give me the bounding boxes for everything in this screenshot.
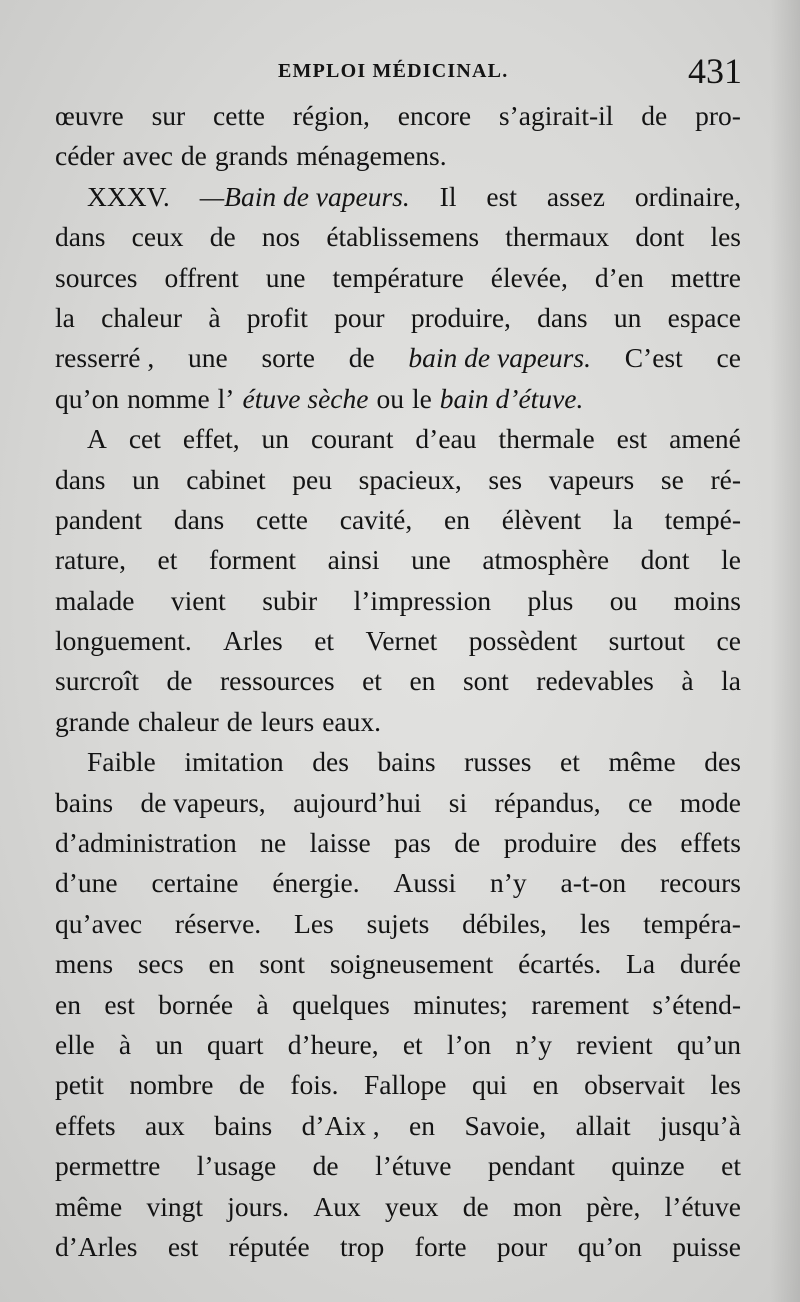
word: un bbox=[613, 301, 642, 333]
word: subir bbox=[262, 584, 318, 616]
word: le bbox=[721, 544, 741, 576]
word: durée bbox=[679, 948, 741, 980]
word: mon bbox=[513, 1190, 562, 1222]
word: bornée bbox=[158, 988, 234, 1020]
word: l’usage bbox=[196, 1150, 277, 1182]
word: effets bbox=[55, 1109, 116, 1141]
word: russes bbox=[464, 746, 532, 778]
word: d’Arles bbox=[55, 1230, 138, 1262]
word: nomme bbox=[127, 382, 210, 414]
word: malade bbox=[55, 584, 135, 616]
word: espace bbox=[667, 301, 741, 333]
word: et bbox=[157, 544, 178, 576]
word: rature, bbox=[55, 544, 126, 576]
word: peu bbox=[292, 463, 333, 495]
word: des bbox=[620, 827, 657, 859]
word: la bbox=[55, 301, 75, 333]
word: certaine bbox=[151, 867, 239, 899]
page-header bbox=[0, 51, 800, 96]
word: céder bbox=[55, 140, 115, 172]
word: thermaux bbox=[505, 221, 610, 253]
word: et bbox=[560, 746, 580, 778]
word: avec bbox=[122, 140, 173, 172]
word: Aussi bbox=[393, 867, 457, 899]
word: Fallope bbox=[364, 1069, 447, 1101]
word: vingt bbox=[146, 1190, 203, 1222]
word: sources bbox=[55, 261, 138, 293]
word: un bbox=[132, 463, 160, 495]
word: observait bbox=[584, 1069, 685, 1101]
word: température bbox=[332, 261, 464, 293]
word: est bbox=[104, 988, 135, 1020]
word: trop bbox=[340, 1230, 385, 1262]
word: sur bbox=[151, 100, 186, 131]
word: dans bbox=[537, 301, 588, 333]
word: Aux bbox=[313, 1190, 361, 1222]
word: élevée, bbox=[490, 261, 568, 293]
word: de bbox=[641, 100, 668, 131]
word: même bbox=[55, 1190, 123, 1222]
word: est bbox=[616, 423, 648, 455]
word: et bbox=[721, 1150, 741, 1182]
word: courant bbox=[311, 423, 394, 455]
word: tempéra- bbox=[643, 907, 741, 939]
word: dont bbox=[635, 221, 685, 253]
word: effet, bbox=[182, 423, 240, 455]
word: ressources bbox=[220, 665, 335, 697]
word: à bbox=[118, 1028, 132, 1060]
word: qu’un bbox=[676, 1028, 741, 1060]
word: une bbox=[188, 342, 228, 374]
word: surtout bbox=[608, 625, 686, 657]
word: pas bbox=[394, 827, 431, 859]
word: ou bbox=[376, 382, 404, 414]
word: surcroît bbox=[55, 665, 140, 697]
word: aujourd’hui bbox=[293, 786, 422, 818]
word: revient bbox=[576, 1028, 653, 1060]
word: même bbox=[608, 746, 676, 778]
word: n’y bbox=[489, 867, 527, 899]
word: Il bbox=[439, 180, 457, 212]
word: écartés. bbox=[518, 948, 602, 980]
text-line bbox=[55, 1106, 741, 1146]
word: leurs bbox=[260, 705, 315, 737]
word: de bbox=[180, 140, 207, 172]
text-line bbox=[55, 338, 741, 378]
word: forte bbox=[414, 1230, 467, 1262]
word: produire bbox=[503, 827, 597, 859]
word: à bbox=[208, 301, 221, 333]
running-title: EMPLOI MÉDICINAL. bbox=[278, 60, 509, 82]
text-line bbox=[55, 742, 741, 782]
word: et bbox=[402, 1028, 423, 1060]
word: père, bbox=[586, 1190, 641, 1222]
text-line bbox=[55, 217, 741, 257]
word: cette bbox=[213, 100, 265, 131]
text-line bbox=[55, 702, 741, 742]
word: d’Aix , bbox=[301, 1109, 380, 1141]
word: et bbox=[362, 665, 382, 697]
word: énergie. bbox=[272, 867, 360, 899]
word: de bbox=[312, 1150, 339, 1182]
word: amené bbox=[669, 423, 741, 455]
word: de bbox=[166, 665, 193, 697]
word: aux bbox=[145, 1109, 185, 1141]
word: secs bbox=[137, 948, 184, 980]
word: allait bbox=[575, 1109, 631, 1141]
word: cet bbox=[128, 423, 161, 455]
word: possèdent bbox=[468, 625, 578, 657]
word: s’agirait-il bbox=[498, 100, 614, 131]
word: à bbox=[256, 988, 269, 1020]
text-line bbox=[55, 298, 741, 338]
word: s’étend- bbox=[652, 988, 741, 1020]
word: effets bbox=[680, 827, 741, 859]
page-edge-shadow bbox=[770, 0, 800, 1302]
word: ménagemens. bbox=[296, 140, 447, 172]
word: de bbox=[238, 1069, 265, 1101]
text-line bbox=[55, 136, 741, 176]
text-line bbox=[55, 379, 741, 419]
text-line bbox=[55, 944, 741, 984]
word: de bbox=[348, 342, 375, 374]
text-line bbox=[55, 783, 741, 823]
text-line bbox=[55, 1227, 741, 1267]
word: nos bbox=[261, 221, 301, 253]
word: pour bbox=[334, 301, 385, 333]
word: établissemens bbox=[326, 221, 480, 253]
word: un bbox=[261, 423, 290, 455]
text-line bbox=[55, 581, 741, 621]
word: Les bbox=[294, 907, 334, 939]
text-line bbox=[55, 177, 741, 217]
word: un bbox=[155, 1028, 183, 1060]
word: imitation bbox=[184, 746, 284, 778]
word: jusqu’à bbox=[660, 1109, 741, 1141]
word: soigneusement bbox=[329, 948, 494, 980]
word: les bbox=[579, 907, 611, 939]
word: cavité, bbox=[339, 503, 413, 535]
word: ce bbox=[716, 625, 741, 657]
word: dans bbox=[55, 463, 106, 495]
word: profit bbox=[246, 301, 308, 333]
word: est bbox=[486, 180, 517, 212]
word: A bbox=[87, 423, 107, 455]
word: thermale bbox=[498, 423, 595, 455]
word: ré- bbox=[710, 463, 741, 495]
word: petit bbox=[55, 1069, 104, 1101]
word: laisse bbox=[309, 827, 371, 859]
word: quinze bbox=[611, 1150, 685, 1182]
word: recours bbox=[660, 867, 741, 899]
page-number: 431 bbox=[688, 51, 742, 91]
word: le bbox=[411, 382, 432, 414]
word: la bbox=[612, 503, 633, 535]
word: de bbox=[454, 827, 481, 859]
word: bains bbox=[377, 746, 436, 778]
text-line bbox=[55, 621, 741, 661]
word: grands bbox=[214, 140, 289, 172]
word: de bbox=[226, 705, 253, 737]
word: a-t-on bbox=[560, 867, 627, 899]
word: forment bbox=[208, 544, 297, 576]
word: Faible bbox=[87, 746, 156, 778]
text-line bbox=[55, 258, 741, 298]
word: réserve. bbox=[174, 907, 262, 939]
word: de bbox=[209, 221, 236, 253]
word: chaleur bbox=[137, 705, 219, 737]
word: elle bbox=[55, 1028, 95, 1060]
word: moins bbox=[673, 584, 741, 616]
word: l’impression bbox=[353, 584, 492, 616]
word: est bbox=[167, 1230, 199, 1262]
word: réputée bbox=[228, 1230, 310, 1262]
word: de bbox=[462, 1190, 489, 1222]
text-line bbox=[55, 96, 741, 136]
word: dont bbox=[640, 544, 690, 576]
word: ses bbox=[488, 463, 523, 495]
word: atmosphère bbox=[482, 544, 610, 576]
word: si bbox=[448, 786, 468, 818]
word: mode bbox=[679, 786, 741, 818]
text-line bbox=[55, 540, 741, 580]
word: une bbox=[265, 261, 306, 293]
word: ce bbox=[628, 786, 653, 818]
text-line bbox=[55, 500, 741, 540]
word: bains bbox=[214, 1109, 273, 1141]
word: en bbox=[55, 988, 81, 1020]
word: dans bbox=[173, 503, 225, 535]
word: répandus, bbox=[494, 786, 601, 818]
word: quart bbox=[207, 1028, 264, 1060]
word: sont bbox=[259, 948, 306, 980]
word: qu’on bbox=[577, 1230, 642, 1262]
word: nombre bbox=[129, 1069, 214, 1101]
word: permettre bbox=[55, 1150, 161, 1182]
text-line bbox=[55, 1065, 741, 1105]
word: qui bbox=[472, 1069, 508, 1101]
word: plus bbox=[527, 584, 574, 616]
word: pour bbox=[496, 1230, 548, 1262]
text-line bbox=[55, 863, 741, 903]
word: ne bbox=[260, 827, 287, 859]
text-line bbox=[55, 1146, 741, 1186]
word: ou bbox=[609, 584, 638, 616]
word: l’étuve bbox=[664, 1190, 741, 1222]
word: mettre bbox=[670, 261, 741, 293]
word: bains bbox=[55, 786, 114, 818]
word: puisse bbox=[672, 1230, 741, 1262]
word: chaleur bbox=[101, 301, 183, 333]
word: fois. bbox=[290, 1069, 339, 1101]
text-line bbox=[55, 661, 741, 701]
word: les bbox=[710, 1069, 741, 1101]
word: dans bbox=[55, 221, 106, 253]
word: bain d’étuve. bbox=[439, 382, 584, 414]
word: resserré , bbox=[55, 342, 155, 374]
word: La bbox=[626, 948, 656, 980]
word: œuvre bbox=[55, 100, 124, 131]
word: la bbox=[721, 665, 741, 697]
text-line bbox=[55, 1025, 741, 1065]
word: vapeurs bbox=[548, 463, 635, 495]
word: offrent bbox=[164, 261, 239, 293]
word: qu’on bbox=[55, 382, 120, 414]
word: produire, bbox=[410, 301, 511, 333]
word: grande bbox=[55, 705, 130, 737]
word: Arles bbox=[223, 625, 283, 657]
word: élèvent bbox=[501, 503, 582, 535]
word: Savoie, bbox=[464, 1109, 547, 1141]
word: d’une bbox=[55, 867, 118, 899]
word: se bbox=[660, 463, 684, 495]
word: jours. bbox=[227, 1190, 290, 1222]
word: pandent bbox=[55, 503, 143, 535]
word: redevables bbox=[536, 665, 654, 697]
word: sorte bbox=[261, 342, 315, 374]
word: l’on bbox=[446, 1028, 492, 1060]
word: —Bain de vapeurs. bbox=[199, 180, 410, 212]
word: les bbox=[710, 221, 741, 253]
word: pendant bbox=[487, 1150, 575, 1182]
word: en bbox=[208, 948, 235, 980]
word: des bbox=[704, 746, 741, 778]
word: quelques bbox=[292, 988, 390, 1020]
word: assez bbox=[546, 180, 605, 212]
body-text bbox=[55, 96, 741, 1267]
word: l’ bbox=[217, 382, 235, 414]
word: ceux bbox=[131, 221, 184, 253]
text-line bbox=[55, 419, 741, 459]
word: cette bbox=[256, 503, 308, 535]
text-line bbox=[55, 985, 741, 1025]
word: débiles, bbox=[462, 907, 547, 939]
text-line bbox=[55, 1187, 741, 1227]
word: bain de vapeurs. bbox=[408, 342, 591, 374]
word: sujets bbox=[366, 907, 430, 939]
word: minutes; bbox=[413, 988, 508, 1020]
word: yeux bbox=[385, 1190, 439, 1222]
word: n’y bbox=[515, 1028, 553, 1060]
word: région, bbox=[292, 100, 370, 131]
word: pro- bbox=[695, 100, 741, 131]
word: mens bbox=[55, 948, 114, 980]
word: en bbox=[409, 1109, 435, 1141]
word: rarement bbox=[531, 988, 630, 1020]
word: longuement. bbox=[55, 625, 192, 657]
word: étuve sèche bbox=[242, 382, 369, 414]
word: une bbox=[411, 544, 451, 576]
word: ordinaire, bbox=[634, 180, 741, 212]
word: C’est bbox=[624, 342, 683, 374]
word: d’eau bbox=[415, 423, 477, 455]
word: à bbox=[681, 665, 694, 697]
word: ainsi bbox=[327, 544, 380, 576]
text-line bbox=[55, 460, 741, 500]
word: XXXV. bbox=[87, 180, 170, 212]
word: d’en bbox=[594, 261, 644, 293]
word: en bbox=[444, 503, 471, 535]
word: tempé- bbox=[664, 503, 741, 535]
word: sont bbox=[462, 665, 509, 697]
word: Vernet bbox=[365, 625, 438, 657]
word: cabinet bbox=[186, 463, 266, 495]
text-line bbox=[55, 904, 741, 944]
text-line bbox=[55, 823, 741, 863]
word: eaux. bbox=[322, 705, 381, 737]
word: l’étuve bbox=[375, 1150, 452, 1182]
word: en bbox=[409, 665, 436, 697]
word: ce bbox=[716, 342, 741, 374]
word: spacieux, bbox=[358, 463, 462, 495]
word: d’administration bbox=[55, 827, 237, 859]
word: d’heure, bbox=[287, 1028, 379, 1060]
word: des bbox=[312, 746, 349, 778]
word: en bbox=[532, 1069, 559, 1101]
word: encore bbox=[397, 100, 472, 131]
word: de vapeurs, bbox=[140, 786, 266, 818]
word: et bbox=[314, 625, 335, 657]
word: vient bbox=[170, 584, 226, 616]
word: qu’avec bbox=[55, 907, 143, 939]
